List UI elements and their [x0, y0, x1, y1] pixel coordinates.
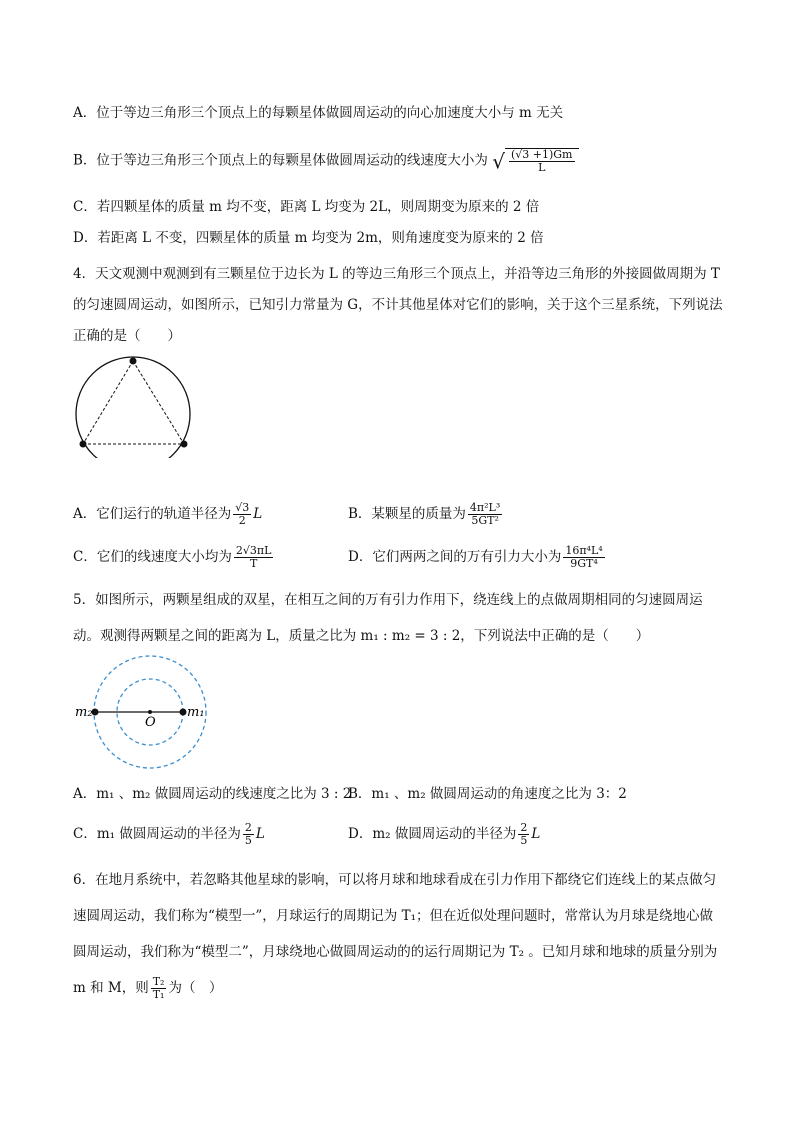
q4-option-a-den: 2: [238, 514, 246, 527]
q4-option-a-text: A．它们运行的轨道半径为: [73, 506, 232, 522]
star-dot: [181, 441, 188, 448]
q5-option-c-tail: L: [255, 826, 265, 842]
q5-option-d-text: D．m₂ 做圆周运动的半径为: [348, 826, 517, 842]
label-m2: m₂: [75, 705, 93, 720]
q3-option-b-sqrt: √ $\frac{(√3 +1)Gm}{L}$: [492, 148, 578, 174]
q6-frac-den: T₁: [152, 988, 165, 1001]
q4-option-d: [348, 545, 607, 570]
q5-stem: 5．如图所示，两颗星组成的双星，在相互之间的万有引力作用下，绕连线上的点做周期相同的匀速圆周运动。观测得两颗星之间的距离为 L，质量之比为 m₁ : m₂ = 3 : 2，下列说法中正确的是（ ）: [73, 592, 703, 644]
q4-option-c-text: C．它们的线速度大小均为: [73, 549, 232, 565]
q5-figure-binary-stars: [72, 654, 222, 770]
orbit-circle: [76, 357, 190, 458]
star-m1: [180, 709, 187, 716]
q4-stem: 4．天文观测中观测到有三颗星位于边长为 L 的等边三角形三个顶点上，并沿等边三角形的外接圆做周期为 T 的匀速圆周运动，如图所示，已知引力常量为 G，不计其他星体对它们的影响，关于这个三星系统，下列说法正确的是（ ）: [73, 266, 723, 344]
q3-option-b-den: L: [538, 161, 546, 174]
star-dot: [80, 441, 87, 448]
q6-frac-num: T₂: [152, 975, 165, 988]
q4-option-c-num: 2√3πL: [235, 544, 272, 557]
q4-option-a-tail: L: [253, 506, 263, 522]
q3-option-b-num: (√3 +1)Gm: [510, 148, 573, 161]
q4-option-c: [73, 545, 275, 570]
q3-option-b: [73, 148, 579, 174]
triangle-side: [133, 361, 184, 444]
q4-figure-triangle-circle: [70, 352, 198, 458]
q3-option-b-text: B．位于等边三角形三个顶点上的每颗星体做圆周运动的线速度大小为: [73, 152, 488, 169]
q4-option-d-den: 9GT⁴: [570, 557, 598, 570]
triangle-side: [83, 361, 133, 444]
q5-option-d-tail: L: [531, 826, 541, 842]
label-o: O: [145, 715, 156, 730]
q5-option-c-text: C．m₁ 做圆周运动的半径为: [73, 826, 241, 842]
q4-option-a-num: √3: [235, 501, 250, 514]
q5-option-c-den: 5: [244, 834, 252, 847]
q4-option-b: [348, 502, 504, 527]
star-dot: [130, 358, 137, 365]
q4-option-d-text: D．它们两两之间的万有引力大小为: [348, 549, 562, 565]
center-o: [148, 710, 152, 714]
q6-stem-tail: 为（ ）: [168, 980, 223, 996]
q6-stem-text: 6．在地月系统中，若忽略其他星球的影响，可以将月球和地球看成在引力作用下都绕它们连线上的某点做匀速圆周运动，我们称为“模型一”，月球运行的周期记为 T₁；但在近似处理问题时，常常认为月球是绕地心做圆周运动，我们称为“模型二”，月球绕地心做圆周运动的的运行周期记为 T₂ 。已知月球和地球的质量分别为 m 和 M，则: [73, 872, 718, 996]
q4-option-b-num: 4π²L³: [469, 501, 501, 514]
q3-option-d: D．若距离 L 不变，四颗星体的质量 m 均变为 2m，则角速度变为原来的 2 倍: [73, 230, 544, 246]
q5-option-d-den: 5: [520, 834, 528, 847]
q5-option-b: B．m₁ 、m₂ 做圆周运动的角速度之比为 3：2: [348, 786, 627, 802]
star-m2: [92, 709, 99, 716]
q5-option-d: [348, 822, 540, 847]
label-m1: m₁: [187, 705, 205, 720]
q4-option-a: [73, 502, 262, 527]
q4-option-d-num: 16π⁴L⁴: [565, 544, 603, 557]
q4-option-c-den: T: [249, 557, 258, 570]
q3-option-c: C．若四颗星体的质量 m 均不变，距离 L 均变为 2L，则周期变为原来的 2 倍: [73, 199, 540, 215]
q5-option-a: A．m₁ 、m₂ 做圆周运动的线速度之比为 3 : 2: [73, 786, 352, 802]
q6-stem: [73, 862, 723, 1006]
q5-option-c-num: 2: [244, 821, 252, 834]
q5-option-c: [73, 822, 265, 847]
q5-option-d-num: 2: [520, 821, 528, 834]
q3-option-a: A．位于等边三角形三个顶点上的每颗星体做圆周运动的向心加速度大小与 m 无关: [73, 105, 564, 121]
q4-option-b-text: B．某颗星的质量为: [348, 506, 466, 522]
q4-option-b-den: 5GT²: [471, 514, 499, 527]
